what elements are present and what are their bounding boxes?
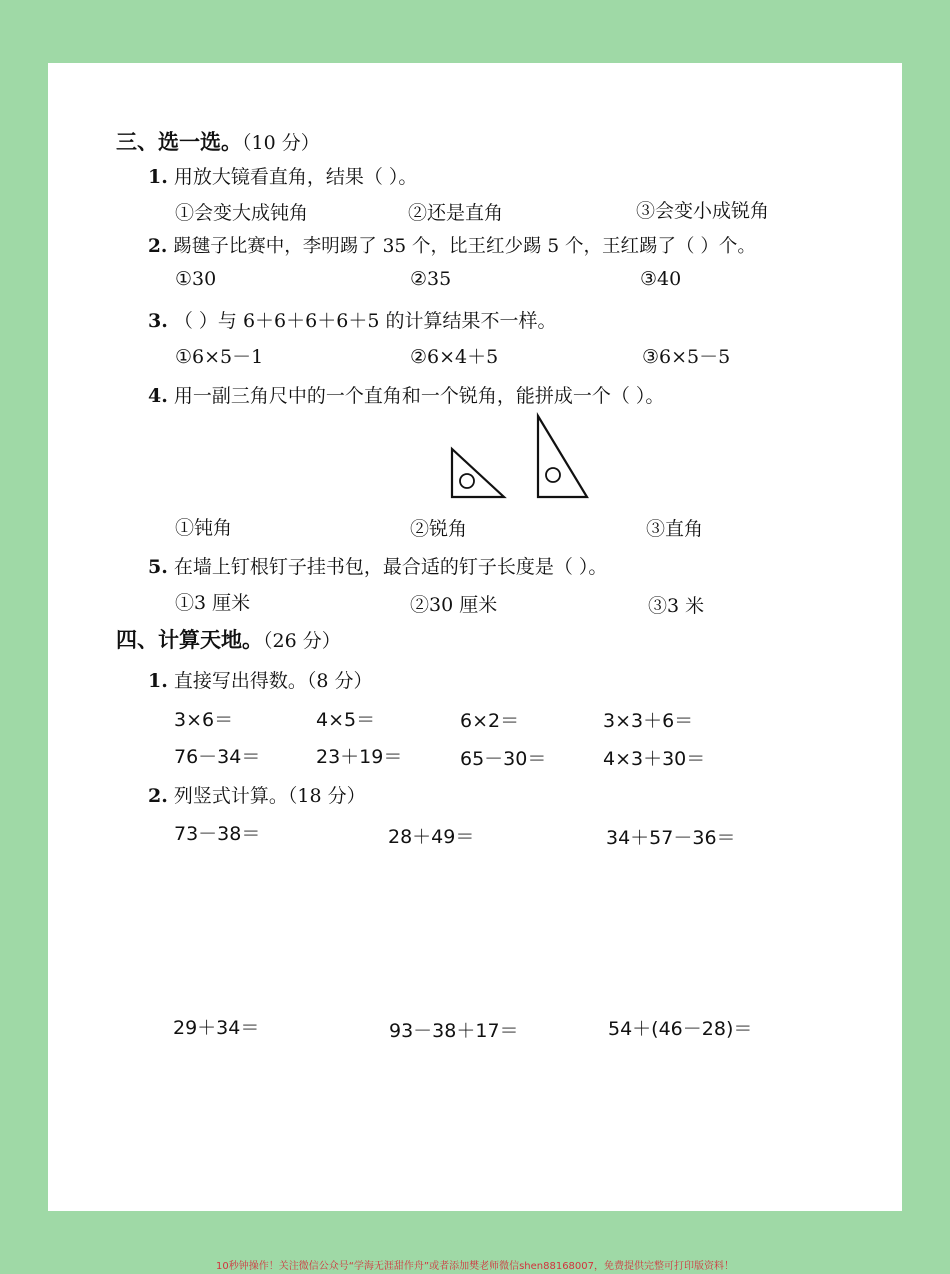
small-triangle-ruler xyxy=(452,449,504,497)
oral-calc-item: 6×2＝ xyxy=(460,710,520,732)
oral-calc-item: 76－34＝ xyxy=(174,746,261,768)
question-4-text: 用一副三角尺中的一个直角和一个锐角，能拼成一个（ ）。 xyxy=(173,385,665,407)
oral-calc-item: 23＋19＝ xyxy=(316,746,403,768)
set-squares-illustration xyxy=(440,410,600,505)
q3-option-3: ③6×5－5 xyxy=(642,346,731,368)
question-5 xyxy=(148,552,607,579)
oral-calc-item: 65－30＝ xyxy=(460,748,547,770)
q4-option-3: ③直角 xyxy=(646,518,704,540)
question-3 xyxy=(148,306,556,333)
q2-option-1: ①30 xyxy=(175,268,217,290)
section4-points: （26 分） xyxy=(263,630,341,652)
vertical-calc-item: 54＋(46－28)＝ xyxy=(608,1018,753,1040)
oral-calc-item: 4×3＋30＝ xyxy=(603,748,706,770)
q3-option-2: ②6×4＋5 xyxy=(410,346,499,368)
vertical-calc-item: 34＋57－36＝ xyxy=(606,827,736,849)
question-3-text: （ ）与 6＋6＋6＋6＋5 的计算结果不一样。 xyxy=(173,310,557,332)
question-1-text: 用放大镜看直角，结果（ ）。 xyxy=(173,166,418,188)
q2-option-2: ②35 xyxy=(410,268,452,290)
part1-points: （8 分） xyxy=(306,670,373,692)
question-2-number: 2. xyxy=(148,236,168,257)
question-1 xyxy=(148,162,417,189)
q4-option-1: ①钝角 xyxy=(175,517,233,539)
question-3-number: 3. xyxy=(148,310,168,332)
part1-number: 1. xyxy=(148,670,168,692)
oral-calc-item: 4×5＝ xyxy=(316,709,376,731)
vertical-calc-item: 73－38＝ xyxy=(174,823,261,845)
question-2-text: 踢毽子比赛中，李明踢了 35 个，比王红少踢 5 个，王红踢了（ ）个。 xyxy=(173,236,756,257)
q3-option-1: ①6×5－1 xyxy=(175,346,264,368)
vertical-calc-item: 93－38＋17＝ xyxy=(389,1020,519,1042)
question-1-number: 1. xyxy=(148,166,168,188)
oral-calc-item: 3×3＋6＝ xyxy=(603,710,694,732)
q1-option-3: ③会变小成锐角 xyxy=(636,200,770,222)
part2-title: 列竖式计算。 xyxy=(173,785,288,807)
part2-heading xyxy=(148,781,366,808)
q2-option-3: ③40 xyxy=(640,268,682,290)
q5-option-2: ②30 厘米 xyxy=(410,594,498,616)
section3-points: （10 分） xyxy=(242,132,320,154)
q5-option-3: ③3 米 xyxy=(648,595,705,617)
q5-option-1: ①3 厘米 xyxy=(175,592,251,614)
section3-heading xyxy=(116,126,320,156)
part2-number: 2. xyxy=(148,785,168,807)
question-4-number: 4. xyxy=(148,385,168,407)
question-4 xyxy=(148,381,664,408)
q4-option-2: ②锐角 xyxy=(410,518,468,540)
section4-title: 四、计算天地。 xyxy=(116,627,263,652)
question-5-number: 5. xyxy=(148,556,168,578)
section3-title: 三、选一选。 xyxy=(116,129,242,154)
part2-points: （18 分） xyxy=(287,785,366,807)
q1-option-1: ①会变大成钝角 xyxy=(175,202,309,224)
vertical-calc-item: 28＋49＝ xyxy=(388,826,475,848)
tall-triangle-ruler xyxy=(538,416,587,497)
part1-title: 直接写出得数。 xyxy=(173,670,307,692)
question-5-text: 在墙上钉根钉子挂书包，最合适的钉子长度是（ ）。 xyxy=(173,556,608,578)
question-2 xyxy=(148,232,756,258)
vertical-calc-item: 29＋34＝ xyxy=(173,1017,260,1039)
section4-heading xyxy=(116,624,341,654)
footer-promo-text: 10秒钟操作！关注微信公众号“学海无涯甜作舟”或者添加樊老师微信shen88168007，免费提供完整可打印版资料！ xyxy=(215,1261,735,1272)
part1-heading xyxy=(148,666,373,693)
q1-option-2: ②还是直角 xyxy=(408,202,504,224)
oral-calc-item: 3×6＝ xyxy=(174,709,234,731)
